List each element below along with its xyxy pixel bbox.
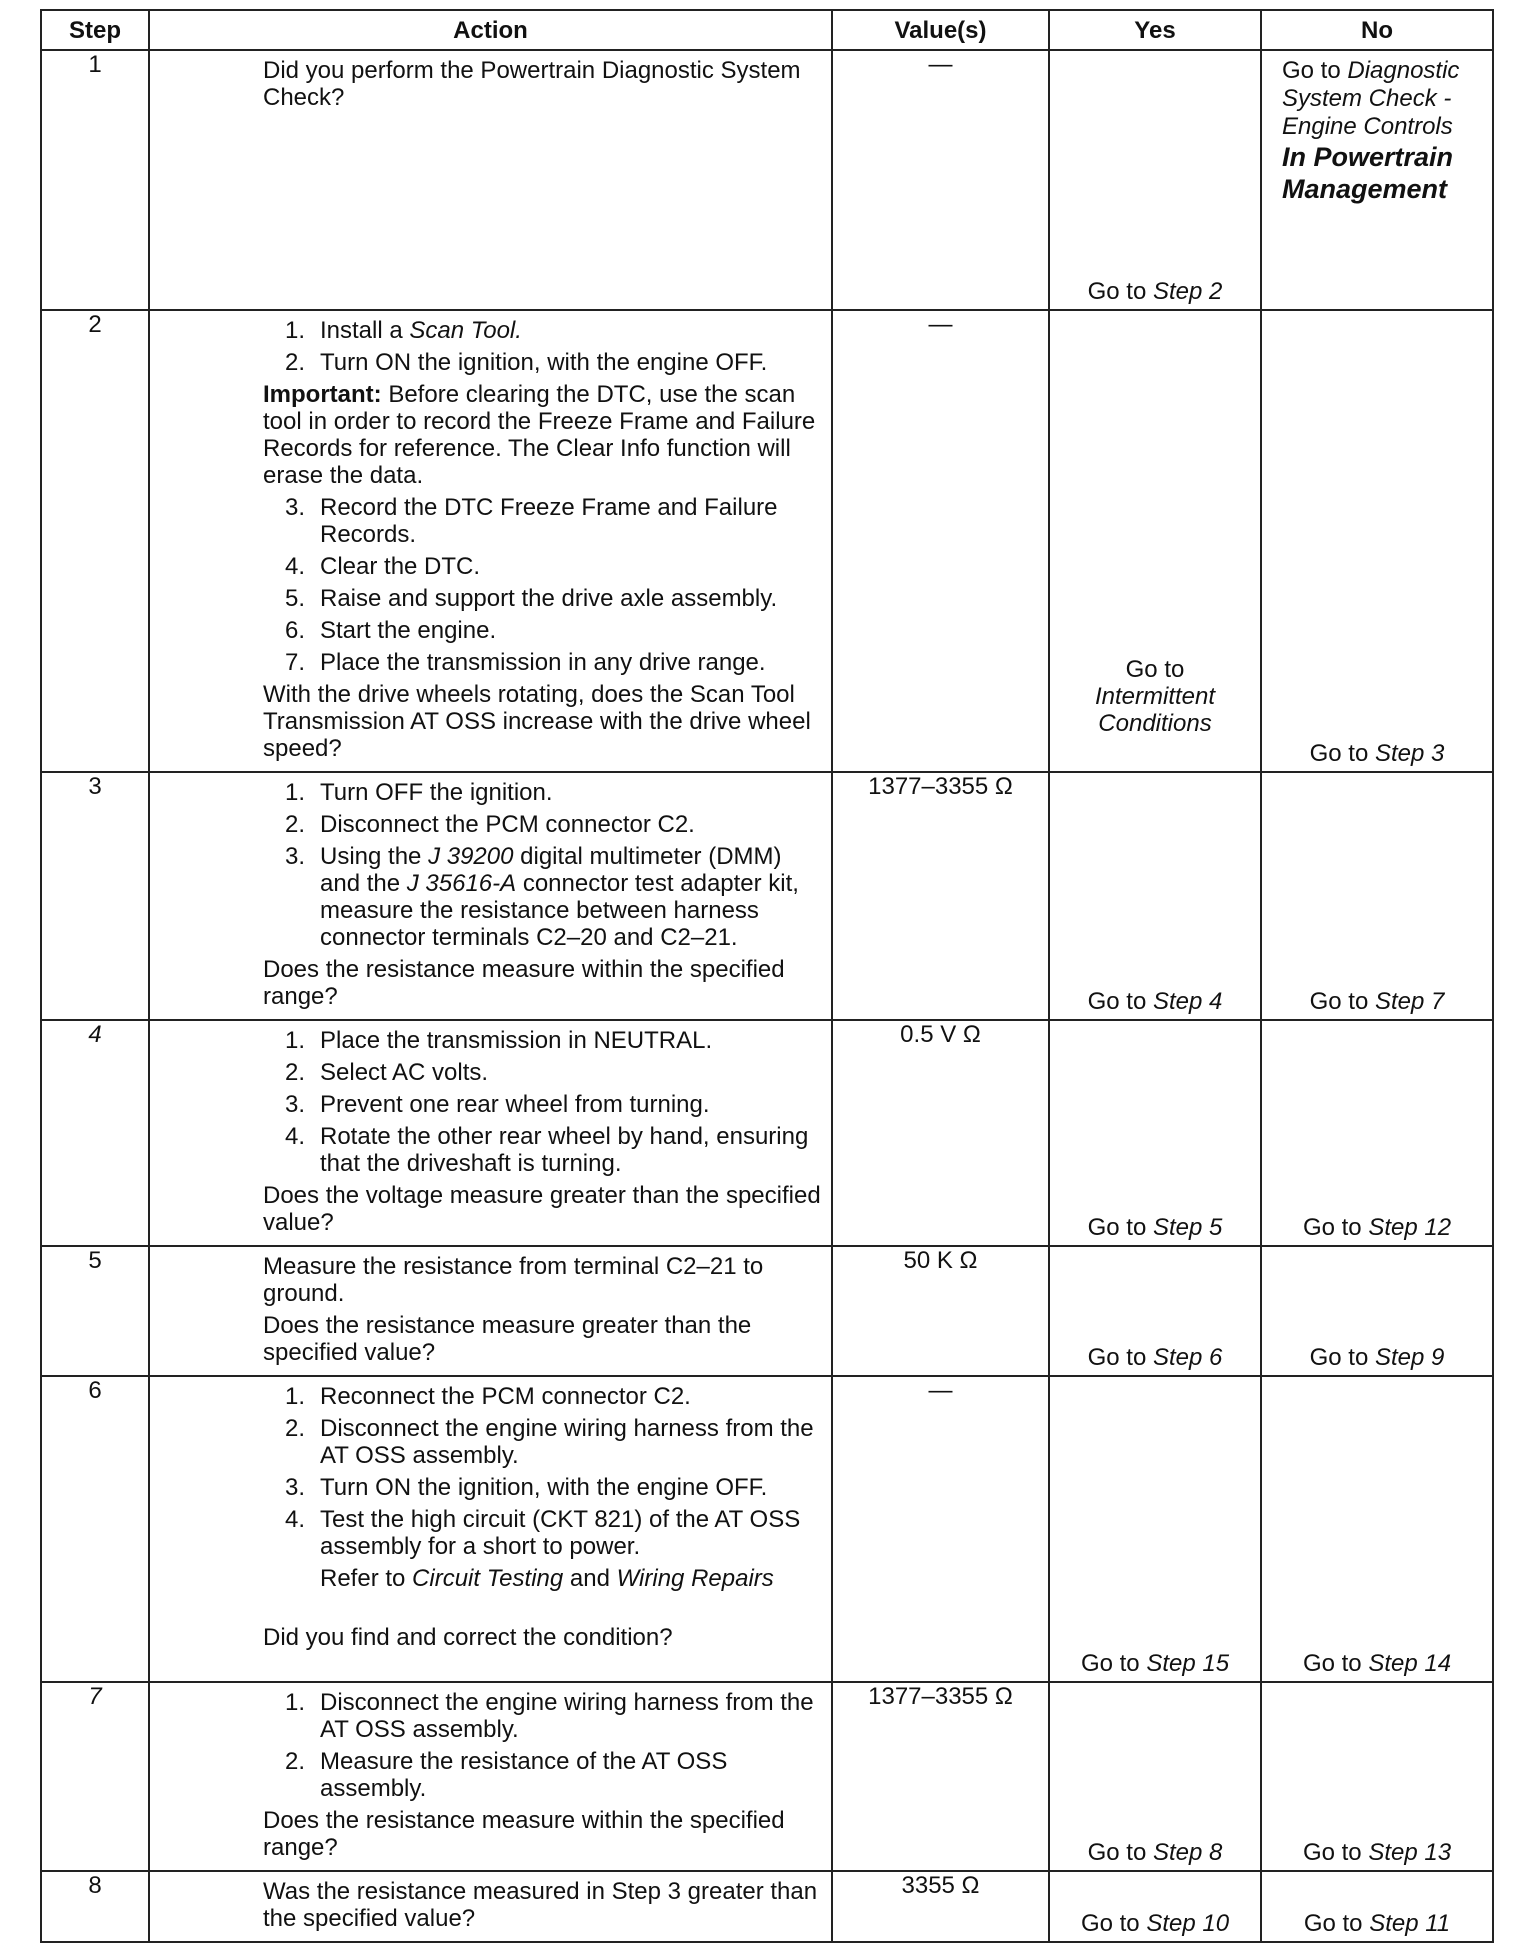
no-cell bbox=[1261, 1682, 1493, 1871]
header-yes: Yes bbox=[1049, 10, 1261, 50]
value-cell: 3355 Ω bbox=[832, 1871, 1049, 1942]
no-goto[interactable]: Go to Step 12 bbox=[1302, 1214, 1452, 1241]
no-cell bbox=[1261, 1020, 1493, 1246]
no-goto[interactable]: Go to Step 11 bbox=[1303, 1910, 1451, 1937]
no-goto[interactable]: Go to Diagnostic System Check - Engine Controls In Powertrain Management bbox=[1282, 57, 1460, 204]
list-item: 4. Rotate the other rear wheel by hand, ensuring that the driveshaft is turning. bbox=[285, 1123, 809, 1177]
question: Did you perform the Powertrain Diagnostic System Check? bbox=[263, 57, 801, 111]
step-number: 2 bbox=[41, 310, 149, 772]
no-cell bbox=[1261, 1871, 1493, 1942]
no-goto[interactable]: Go to Step 13 bbox=[1302, 1839, 1452, 1866]
list-item: 2. Disconnect the engine wiring harness from the AT OSS assembly. bbox=[285, 1415, 814, 1469]
value-cell: — bbox=[832, 50, 1049, 310]
question: Did you find and correct the condition? bbox=[263, 1624, 673, 1651]
diagnostic-table bbox=[40, 9, 1494, 1943]
question: Does the resistance measure greater than the specified value? bbox=[263, 1312, 752, 1366]
yes-cell bbox=[1049, 1020, 1261, 1246]
step-number: 1 bbox=[41, 50, 149, 310]
no-cell bbox=[1261, 310, 1493, 772]
question: With the drive wheels rotating, does the Scan Tool Transmission AT OSS increase with the drive wheel speed? bbox=[263, 681, 811, 762]
yes-cell bbox=[1049, 772, 1261, 1020]
header-action: Action bbox=[149, 10, 832, 50]
important-note: Important: Before clearing the DTC, use the scan tool in order to record the Freeze Frame and Failure Records for reference. The Clear Info function will erase the data. bbox=[263, 381, 816, 489]
value-cell: 1377–3355 Ω bbox=[832, 1682, 1049, 1871]
question: Does the resistance measure within the specified range? bbox=[263, 956, 785, 1010]
value-cell: — bbox=[832, 310, 1049, 772]
yes-cell bbox=[1049, 310, 1261, 772]
header-row bbox=[41, 10, 1493, 50]
header-values: Value(s) bbox=[832, 10, 1049, 50]
no-goto[interactable]: Go to Step 14 bbox=[1302, 1650, 1452, 1677]
question: Does the voltage measure greater than the specified value? bbox=[263, 1182, 821, 1236]
action-cell bbox=[149, 1682, 832, 1871]
header-step: Step bbox=[41, 10, 149, 50]
step-number: 4 bbox=[41, 1020, 149, 1246]
step-number: 6 bbox=[41, 1376, 149, 1682]
yes-cell bbox=[1049, 1246, 1261, 1376]
list-item: 1. Turn OFF the ignition. bbox=[285, 779, 553, 806]
yes-goto[interactable]: Go to Step 15 bbox=[1080, 1650, 1230, 1677]
step-number: 8 bbox=[41, 1871, 149, 1942]
list-item: 2. Turn ON the ignition, with the engine OFF. bbox=[285, 349, 768, 376]
list-item: 5. Raise and support the drive axle assembly. bbox=[285, 585, 778, 612]
no-goto[interactable]: Go to Step 7 bbox=[1309, 988, 1445, 1015]
list-item: 7. Place the transmission in any drive range. bbox=[285, 649, 766, 676]
list-item: 2. Measure the resistance of the AT OSS assembly. bbox=[285, 1748, 728, 1802]
table-row-step-3 bbox=[41, 772, 1493, 1020]
list-item: 3. Turn ON the ignition, with the engine OFF. bbox=[285, 1474, 768, 1501]
no-cell bbox=[1261, 1246, 1493, 1376]
list-item: 4. Clear the DTC. bbox=[285, 553, 481, 580]
step-number: 3 bbox=[41, 772, 149, 1020]
no-goto[interactable]: Go to Step 3 bbox=[1309, 740, 1445, 767]
question: Does the resistance measure within the specified range? bbox=[263, 1807, 785, 1861]
action-cell bbox=[149, 1871, 832, 1942]
no-goto[interactable]: Go to Step 9 bbox=[1309, 1344, 1445, 1371]
list-item: 3. Prevent one rear wheel from turning. bbox=[285, 1091, 710, 1118]
table-row-step-8 bbox=[41, 1871, 1493, 1942]
question: Was the resistance measured in Step 3 greater than the specified value? bbox=[263, 1878, 818, 1932]
list-item: 1. Reconnect the PCM connector C2. bbox=[285, 1383, 691, 1410]
no-cell bbox=[1261, 50, 1493, 310]
list-item: 1. Place the transmission in NEUTRAL. bbox=[285, 1027, 713, 1054]
table-row-step-1 bbox=[41, 50, 1493, 310]
step-number: 7 bbox=[41, 1682, 149, 1871]
yes-goto[interactable]: Go to Step 4 bbox=[1087, 988, 1223, 1015]
action-cell bbox=[149, 772, 832, 1020]
table-row-step-6 bbox=[41, 1376, 1493, 1682]
value-cell: 1377–3355 Ω bbox=[832, 772, 1049, 1020]
reference-note: Refer to Circuit Testing and Wiring Repairs bbox=[320, 1565, 774, 1592]
list-item: 4. Test the high circuit (CKT 821) of the AT OSS assembly for a short to power. bbox=[285, 1506, 801, 1560]
list-item: 2. Select AC volts. bbox=[285, 1059, 489, 1086]
yes-goto[interactable]: Go to Step 8 bbox=[1087, 1839, 1223, 1866]
table-row-step-5 bbox=[41, 1246, 1493, 1376]
table-row-step-7 bbox=[41, 1682, 1493, 1871]
yes-goto[interactable]: Go to Step 2 bbox=[1087, 278, 1223, 305]
action-cell bbox=[149, 1246, 832, 1376]
yes-goto[interactable]: Go to Step 10 bbox=[1080, 1910, 1230, 1937]
yes-cell bbox=[1049, 50, 1261, 310]
yes-cell bbox=[1049, 1376, 1261, 1682]
list-item: 1. Install a Scan Tool. bbox=[285, 317, 522, 344]
table-row-step-4 bbox=[41, 1020, 1493, 1246]
list-item: 3. Record the DTC Freeze Frame and Failure Records. bbox=[285, 494, 778, 548]
instruction: Measure the resistance from terminal C2–21 to ground. bbox=[263, 1253, 764, 1307]
yes-goto[interactable]: Go to Intermittent Conditions bbox=[1094, 656, 1216, 737]
action-cell bbox=[149, 50, 832, 310]
value-cell: 0.5 V Ω bbox=[832, 1020, 1049, 1246]
no-cell bbox=[1261, 772, 1493, 1020]
action-cell bbox=[149, 1020, 832, 1246]
list-item: 2. Disconnect the PCM connector C2. bbox=[285, 811, 695, 838]
yes-cell bbox=[1049, 1871, 1261, 1942]
action-cell bbox=[149, 310, 832, 772]
list-item: 1. Disconnect the engine wiring harness from the AT OSS assembly. bbox=[285, 1689, 814, 1743]
value-cell: — bbox=[832, 1376, 1049, 1682]
header-no: No bbox=[1261, 10, 1493, 50]
list-item: 3. Using the J 39200 digital multimeter (DMM) and the J 35616-A connector test adapter kit, measure the resistance between harness connector terminals C2–20 and C2–21. bbox=[285, 843, 799, 951]
yes-cell bbox=[1049, 1682, 1261, 1871]
yes-goto[interactable]: Go to Step 5 bbox=[1087, 1214, 1223, 1241]
list-item: 6. Start the engine. bbox=[285, 617, 497, 644]
table-row-step-2 bbox=[41, 310, 1493, 772]
value-cell: 50 K Ω bbox=[832, 1246, 1049, 1376]
yes-goto[interactable]: Go to Step 6 bbox=[1087, 1344, 1223, 1371]
step-number: 5 bbox=[41, 1246, 149, 1376]
action-cell bbox=[149, 1376, 832, 1682]
no-cell bbox=[1261, 1376, 1493, 1682]
